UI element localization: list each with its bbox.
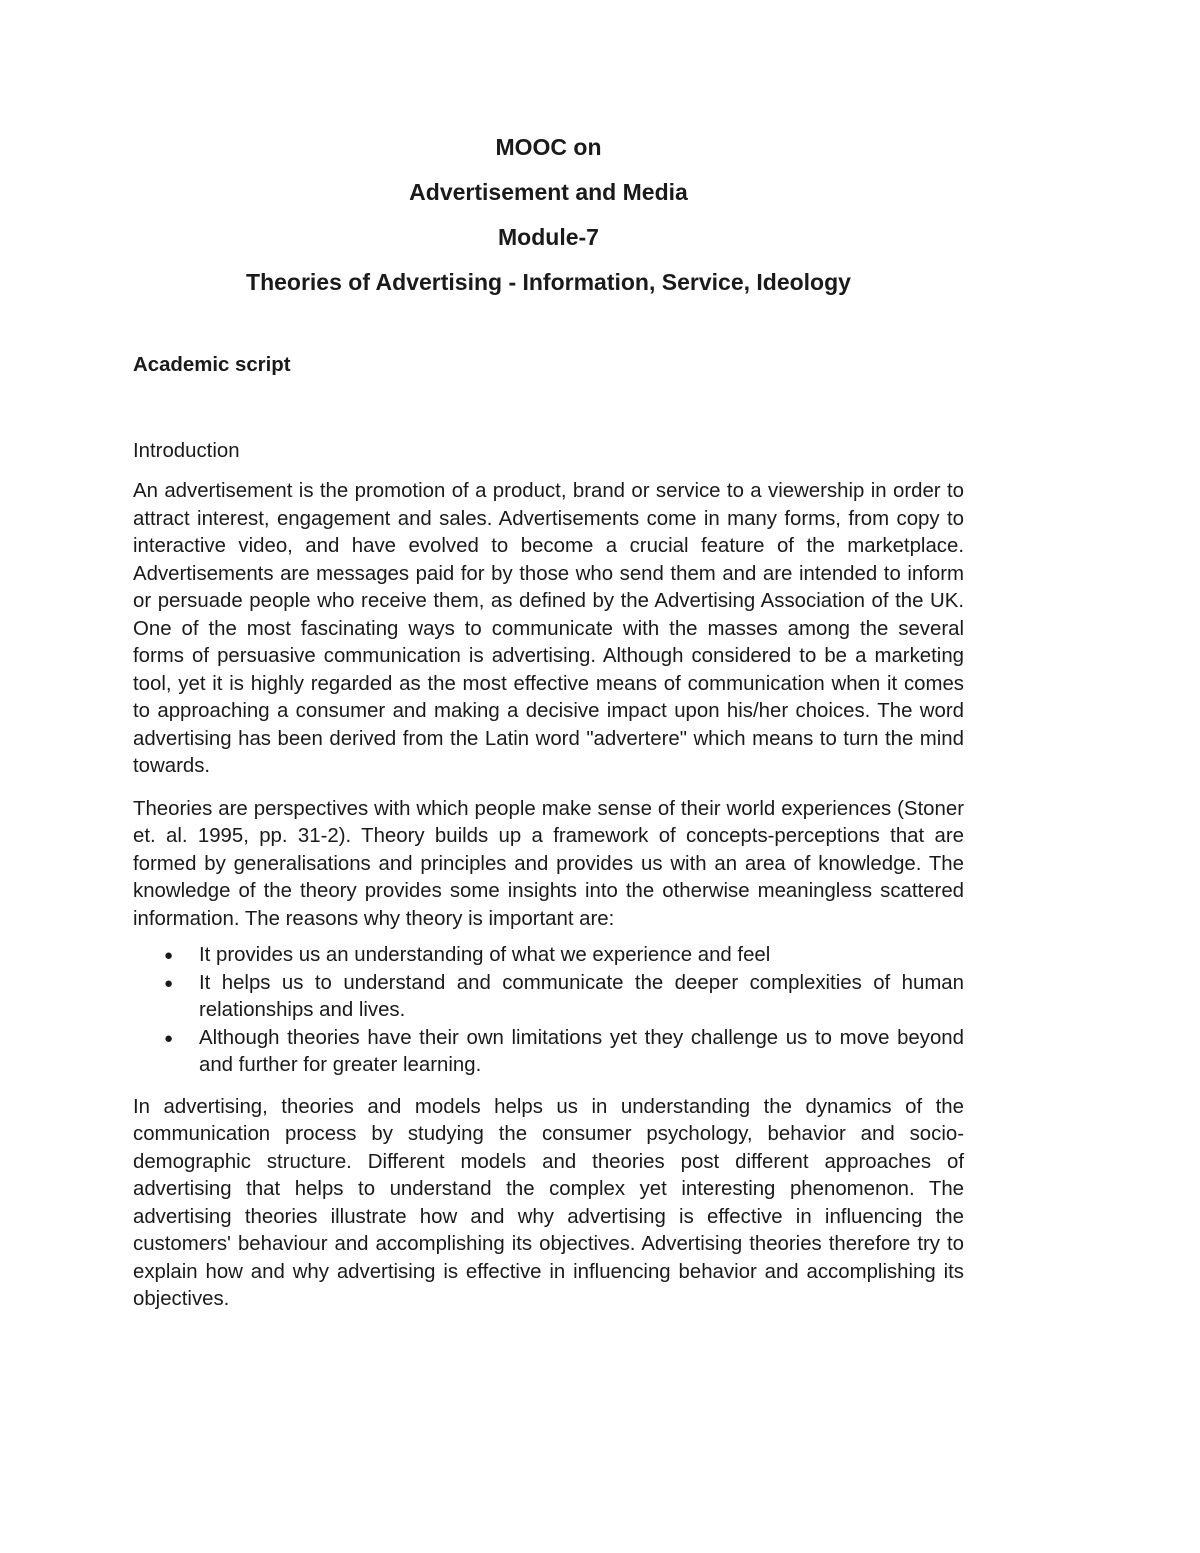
section-subheading: Academic script (133, 354, 291, 376)
module-number: Module-7 (498, 224, 599, 250)
title-block (0, 130, 1097, 310)
bullet-icon: ● (164, 974, 174, 992)
bullet-list (133, 942, 964, 1080)
document-body (133, 352, 964, 1314)
paragraph-intro: An advertisement is the promotion of a product, brand or service to a viewership in order to attract interest, engagement and sales. Advertisements come in many forms, from copy to interactive video, and have evolved to become a crucial feature of the marketplace. Advertisements are messages paid for by those who send them and are intended to inform or persuade people who receive them, as defined by the Advertising Association of the UK. One of the most fascinating ways to communicate with the masses among the several forms of persuasive communication is advertising. Although considered to be a marketing tool, yet it is highly regarded as the most effective means of communication when it comes to approaching a consumer and making a decisive impact upon his/her choices. The word advertising has been derived from the Latin word "advertere" which means to turn the mind towards. (133, 480, 964, 777)
list-item-text: It provides us an understanding of what we experience and feel (199, 944, 771, 966)
list-item (164, 942, 964, 970)
section-label: Introduction (133, 439, 240, 462)
course-title: MOOC on (495, 134, 602, 160)
module-title: Theories of Advertising - Information, Service, Ideology (246, 269, 851, 295)
list-item-text: Although theories have their own limitations yet they challenge us to move beyond and further for greater learning. (199, 1026, 964, 1076)
bullet-icon: ● (164, 947, 174, 964)
paragraph-theories: Theories are perspectives with which people make sense of their world experiences (Stoner et. al. 1995, pp. 31-2). Theory builds up a framework of concepts-perceptions that are formed by generalisations and principles and provides us with an area of knowledge. The knowledge of the theory provides some insights into the otherwise meaningless scattered information. The reasons why theory is important are: (133, 797, 964, 930)
list-item (164, 970, 964, 1025)
list-item-text: It helps us to understand and communicate the deeper complexities of human relationships and lives. (199, 971, 964, 1021)
list-item (164, 1025, 964, 1080)
course-subject: Advertisement and Media (409, 179, 688, 205)
paragraph-advertising-theories: In advertising, theories and models helps us in understanding the dynamics of the communication process by studying the consumer psychology, behavior and socio-demographic structure. Different models and theories post different approaches of advertising that helps to understand the complex yet interesting phenomenon. The advertising theories illustrate how and why advertising is effective in influencing the customers' behaviour and accomplishing its objectives. Advertising theories therefore try to explain how and why advertising is effective in influencing behavior and accomplishing its objectives. (133, 1095, 964, 1310)
bullet-icon: ● (164, 1029, 174, 1047)
